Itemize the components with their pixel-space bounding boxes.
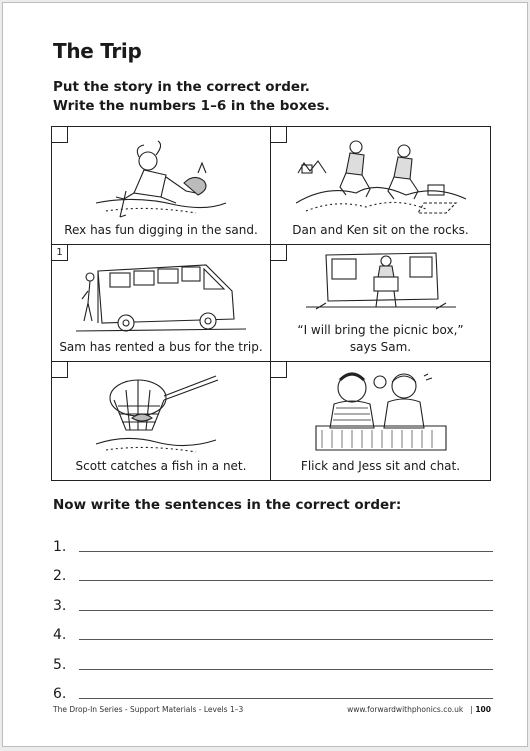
line-number: 4.: [53, 627, 67, 643]
page-footer: [53, 705, 491, 714]
story-panel: [271, 127, 490, 245]
instruction-line-1: Put the story in the correct order.: [53, 79, 310, 95]
story-panel: [52, 127, 271, 245]
answer-line[interactable]: [79, 698, 493, 699]
writing-instruction: Now write the sentences in the correct order:: [53, 497, 402, 513]
story-panel: [271, 362, 490, 480]
answer-line[interactable]: [79, 669, 493, 670]
line-number: 3.: [53, 597, 67, 614]
line-number: 6.: [53, 686, 67, 702]
fish-in-net-illustration: [52, 368, 270, 456]
story-panel-grid: [51, 126, 491, 481]
story-panel: [271, 245, 490, 363]
writing-line[interactable]: [53, 525, 493, 555]
line-number: 5.: [53, 656, 67, 673]
instructions: [53, 78, 330, 116]
panel-caption: Rex has fun digging in the sand.: [64, 222, 258, 237]
writing-line[interactable]: [53, 643, 493, 673]
man-digging-in-sand-illustration: [52, 133, 270, 221]
panel-caption: Dan and Ken sit on the rocks.: [292, 222, 469, 237]
story-panel: [52, 362, 271, 480]
footer-url: www.forwardwithphonics.co.uk: [347, 705, 464, 714]
writing-line[interactable]: [53, 584, 493, 614]
panel-caption: Sam has rented a bus for the trip.: [59, 340, 263, 355]
writing-line[interactable]: [53, 555, 493, 585]
line-number: 2.: [53, 568, 67, 584]
footer-right: www.forwardwithphonics.co.uk | 100: [347, 705, 491, 714]
order-number-box[interactable]: 1: [51, 244, 68, 261]
story-panel: [52, 245, 271, 363]
answer-line[interactable]: [79, 639, 493, 640]
panel-caption: Scott catches a fish in a net.: [75, 458, 247, 473]
writing-lines: [53, 525, 493, 702]
panel-caption: Flick and Jess sit and chat.: [300, 458, 461, 473]
instruction-line-2: Write the numbers 1–6 in the boxes.: [53, 98, 330, 114]
writing-line[interactable]: [53, 673, 493, 703]
footer-series-text: The Drop-In Series - Support Materials - Levels 1–3: [53, 705, 244, 714]
line-number: 1.: [53, 538, 67, 555]
answer-line[interactable]: [79, 610, 493, 611]
minibus-illustration: [52, 251, 270, 339]
page-number: 100: [475, 705, 491, 714]
panel-caption: “I will bring the picnic box,” says Sam.: [297, 323, 464, 355]
answer-line[interactable]: [79, 580, 493, 581]
women-chatting-on-bus-illustration: [271, 368, 490, 456]
answer-line[interactable]: [79, 551, 493, 552]
man-with-picnic-box-illustration: [271, 251, 490, 311]
writing-line[interactable]: [53, 614, 493, 644]
men-on-rocks-illustration: [271, 133, 490, 221]
page-title: The Trip: [53, 39, 142, 63]
worksheet-page: [2, 2, 528, 747]
